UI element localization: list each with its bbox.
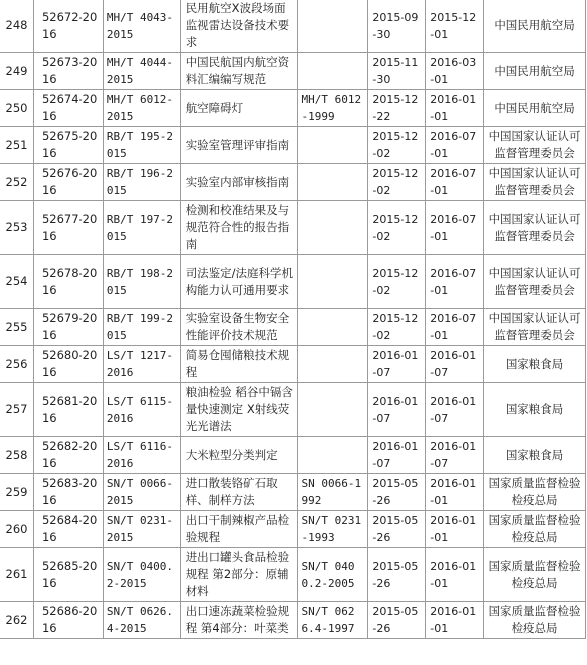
issuing-authority: 国家粮食局 bbox=[484, 383, 586, 437]
standard-code: MH/T 6012-2015 bbox=[103, 90, 180, 127]
implement-date: 2016-07-01 bbox=[426, 127, 484, 164]
record-id: 52681-2016 bbox=[33, 383, 103, 437]
publish-date: 2015-05-26 bbox=[368, 548, 426, 602]
standard-code: MH/T 4044-2015 bbox=[103, 53, 180, 90]
record-id: 52686-2016 bbox=[33, 602, 103, 639]
row-number: 254 bbox=[0, 255, 33, 309]
implement-date: 2016-01-01 bbox=[426, 90, 484, 127]
standard-name: 民用航空X波段场面监视雷达设备技术要求 bbox=[180, 0, 298, 53]
issuing-authority: 中国国家认证认可监督管理委员会 bbox=[484, 164, 586, 201]
row-number: 259 bbox=[0, 474, 33, 511]
table-row bbox=[0, 437, 586, 474]
standard-name: 司法鉴定/法庭科学机构能力认可通用要求 bbox=[180, 255, 298, 309]
standard-code: LS/T 1217-2016 bbox=[103, 346, 180, 383]
row-number: 253 bbox=[0, 201, 33, 255]
replaced-standard bbox=[298, 0, 368, 53]
issuing-authority: 国家质量监督检验检疫总局 bbox=[484, 511, 586, 548]
record-id: 52685-2016 bbox=[33, 548, 103, 602]
standard-code: RB/T 198-2015 bbox=[103, 255, 180, 309]
issuing-authority: 中国民用航空局 bbox=[484, 53, 586, 90]
standard-code: RB/T 196-2015 bbox=[103, 164, 180, 201]
record-id: 52672-2016 bbox=[33, 0, 103, 53]
implement-date: 2016-01-07 bbox=[426, 383, 484, 437]
replaced-standard: SN/T 0400.2-2005 bbox=[298, 548, 368, 602]
record-id: 52683-2016 bbox=[33, 474, 103, 511]
standard-name: 出口速冻蔬菜检验规程 第4部分：叶菜类 bbox=[180, 602, 298, 639]
row-number: 252 bbox=[0, 164, 33, 201]
table-row bbox=[0, 255, 586, 309]
replaced-standard: SN/T 0626.4-1997 bbox=[298, 602, 368, 639]
table-row bbox=[0, 383, 586, 437]
publish-date: 2015-12-02 bbox=[368, 255, 426, 309]
publish-date: 2015-05-26 bbox=[368, 511, 426, 548]
standard-code: SN/T 0400.2-2015 bbox=[103, 548, 180, 602]
table-row bbox=[0, 90, 586, 127]
implement-date: 2016-07-01 bbox=[426, 164, 484, 201]
replaced-standard bbox=[298, 164, 368, 201]
row-number: 262 bbox=[0, 602, 33, 639]
replaced-standard bbox=[298, 53, 368, 90]
publish-date: 2015-12-02 bbox=[368, 164, 426, 201]
record-id: 52674-2016 bbox=[33, 90, 103, 127]
replaced-standard: SN/T 0231-1993 bbox=[298, 511, 368, 548]
standard-name: 出口干制辣椒产品检验规程 bbox=[180, 511, 298, 548]
row-number: 261 bbox=[0, 548, 33, 602]
record-id: 52684-2016 bbox=[33, 511, 103, 548]
replaced-standard bbox=[298, 437, 368, 474]
issuing-authority: 中国国家认证认可监督管理委员会 bbox=[484, 309, 586, 346]
publish-date: 2015-05-26 bbox=[368, 602, 426, 639]
replaced-standard bbox=[298, 201, 368, 255]
table-row bbox=[0, 164, 586, 201]
publish-date: 2015-09-30 bbox=[368, 0, 426, 53]
publish-date: 2015-05-26 bbox=[368, 474, 426, 511]
row-number: 258 bbox=[0, 437, 33, 474]
row-number: 257 bbox=[0, 383, 33, 437]
row-number: 249 bbox=[0, 53, 33, 90]
implement-date: 2016-03-01 bbox=[426, 53, 484, 90]
replaced-standard bbox=[298, 383, 368, 437]
record-id: 52679-2016 bbox=[33, 309, 103, 346]
issuing-authority: 国家质量监督检验检疫总局 bbox=[484, 474, 586, 511]
issuing-authority: 中国国家认证认可监督管理委员会 bbox=[484, 127, 586, 164]
record-id: 52676-2016 bbox=[33, 164, 103, 201]
issuing-authority: 中国民用航空局 bbox=[484, 90, 586, 127]
issuing-authority: 国家质量监督检验检疫总局 bbox=[484, 548, 586, 602]
issuing-authority: 中国民用航空局 bbox=[484, 0, 586, 53]
record-id: 52677-2016 bbox=[33, 201, 103, 255]
standard-name: 中国民航国内航空资料汇编编写规范 bbox=[180, 53, 298, 90]
standard-code: SN/T 0626.4-2015 bbox=[103, 602, 180, 639]
implement-date: 2016-01-01 bbox=[426, 602, 484, 639]
row-number: 251 bbox=[0, 127, 33, 164]
issuing-authority: 国家质量监督检验检疫总局 bbox=[484, 602, 586, 639]
standard-code: LS/T 6116-2016 bbox=[103, 437, 180, 474]
table-row bbox=[0, 127, 586, 164]
issuing-authority: 中国国家认证认可监督管理委员会 bbox=[484, 255, 586, 309]
standard-name: 实验室设备生物安全性能评价技术规范 bbox=[180, 309, 298, 346]
publish-date: 2016-01-07 bbox=[368, 437, 426, 474]
replaced-standard: MH/T 6012-1999 bbox=[298, 90, 368, 127]
publish-date: 2015-12-02 bbox=[368, 201, 426, 255]
standard-code: RB/T 195-2015 bbox=[103, 127, 180, 164]
standard-code: SN/T 0231-2015 bbox=[103, 511, 180, 548]
publish-date: 2016-01-07 bbox=[368, 346, 426, 383]
implement-date: 2016-01-01 bbox=[426, 474, 484, 511]
replaced-standard bbox=[298, 309, 368, 346]
publish-date: 2015-12-02 bbox=[368, 127, 426, 164]
table-row bbox=[0, 602, 586, 639]
standard-name: 简易仓囤储粮技术规程 bbox=[180, 346, 298, 383]
record-id: 52673-2016 bbox=[33, 53, 103, 90]
publish-date: 2016-01-07 bbox=[368, 383, 426, 437]
table-row bbox=[0, 346, 586, 383]
standard-name: 进出口罐头食品检验规程 第2部分：原辅材料 bbox=[180, 548, 298, 602]
standard-code: LS/T 6115-2016 bbox=[103, 383, 180, 437]
replaced-standard bbox=[298, 346, 368, 383]
issuing-authority: 国家粮食局 bbox=[484, 437, 586, 474]
table-row bbox=[0, 511, 586, 548]
table-row bbox=[0, 0, 586, 53]
standard-code: RB/T 199-2015 bbox=[103, 309, 180, 346]
standard-name: 检测和校准结果及与规范符合性的报告指南 bbox=[180, 201, 298, 255]
standard-code: MH/T 4043-2015 bbox=[103, 0, 180, 53]
record-id: 52680-2016 bbox=[33, 346, 103, 383]
table-row bbox=[0, 548, 586, 602]
row-number: 250 bbox=[0, 90, 33, 127]
implement-date: 2016-07-01 bbox=[426, 255, 484, 309]
table-row bbox=[0, 474, 586, 511]
standard-name: 进口散装铬矿石取样、制样方法 bbox=[180, 474, 298, 511]
table-row bbox=[0, 201, 586, 255]
issuing-authority: 中国国家认证认可监督管理委员会 bbox=[484, 201, 586, 255]
replaced-standard bbox=[298, 127, 368, 164]
standard-name: 实验室内部审核指南 bbox=[180, 164, 298, 201]
standard-name: 大米粒型分类判定 bbox=[180, 437, 298, 474]
record-id: 52682-2016 bbox=[33, 437, 103, 474]
row-number: 255 bbox=[0, 309, 33, 346]
implement-date: 2016-07-01 bbox=[426, 201, 484, 255]
table-row bbox=[0, 309, 586, 346]
row-number: 260 bbox=[0, 511, 33, 548]
implement-date: 2016-01-01 bbox=[426, 548, 484, 602]
record-id: 52678-2016 bbox=[33, 255, 103, 309]
table-row bbox=[0, 53, 586, 90]
implement-date: 2015-12-01 bbox=[426, 0, 484, 53]
standard-code: RB/T 197-2015 bbox=[103, 201, 180, 255]
row-number: 248 bbox=[0, 0, 33, 53]
implement-date: 2016-01-07 bbox=[426, 437, 484, 474]
publish-date: 2015-12-22 bbox=[368, 90, 426, 127]
standard-code: SN/T 0066-2015 bbox=[103, 474, 180, 511]
standard-name: 粮油检验 稻谷中镉含量快速测定 X射线荧光光谱法 bbox=[180, 383, 298, 437]
standard-name: 航空障碍灯 bbox=[180, 90, 298, 127]
implement-date: 2016-01-07 bbox=[426, 346, 484, 383]
publish-date: 2015-12-02 bbox=[368, 309, 426, 346]
replaced-standard: SN 0066-1992 bbox=[298, 474, 368, 511]
replaced-standard bbox=[298, 255, 368, 309]
record-id: 52675-2016 bbox=[33, 127, 103, 164]
standard-name: 实验室管理评审指南 bbox=[180, 127, 298, 164]
implement-date: 2016-07-01 bbox=[426, 309, 484, 346]
implement-date: 2016-01-01 bbox=[426, 511, 484, 548]
publish-date: 2015-11-30 bbox=[368, 53, 426, 90]
row-number: 256 bbox=[0, 346, 33, 383]
issuing-authority: 国家粮食局 bbox=[484, 346, 586, 383]
